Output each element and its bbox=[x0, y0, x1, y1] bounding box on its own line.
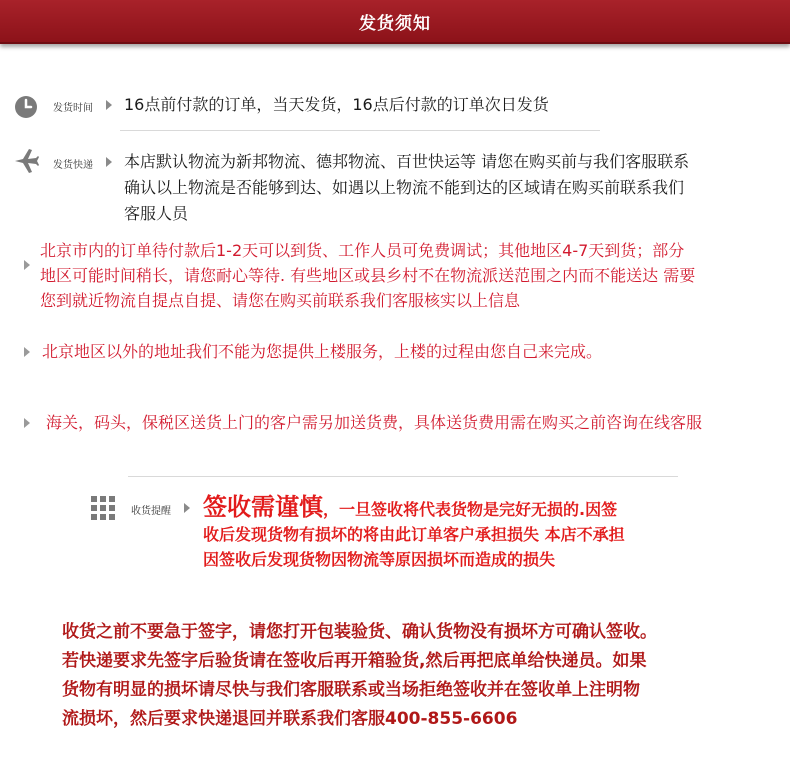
final-line-3: 货物有明显的损坏请尽快与我们客服联系或当场拒绝签收并在签收单上注明物 bbox=[62, 680, 640, 700]
divider bbox=[120, 130, 600, 131]
port-note: 海关，码头，保税区送货上门的客户需另加送货费，具体送货费用需在购买之前咨询在线客服 bbox=[46, 413, 703, 432]
upstairs-note: 北京地区以外的地址我们不能为您提供上楼服务，上楼的过程由您自己来完成。 bbox=[42, 342, 603, 361]
divider bbox=[128, 476, 678, 477]
clock-icon bbox=[13, 94, 39, 120]
express-line-3: 客服人员 bbox=[124, 204, 189, 223]
banner-title: 发货须知 bbox=[359, 14, 431, 34]
receipt-headline: 签收需谨慎 bbox=[203, 493, 323, 521]
final-notice bbox=[62, 618, 762, 734]
time-text: 16点前付款的订单，当天发货，16点后付款的订单次日发货 bbox=[124, 95, 549, 114]
time-label: 发货时间 bbox=[53, 103, 93, 114]
grid-icon bbox=[91, 496, 115, 520]
final-line-1: 收货之前不要急于签字，请您打开包装验货、确认货物没有损坏方可确认签收。 bbox=[62, 622, 657, 642]
final-line-4: 流损坏，然后要求快递退回并联系我们客服400-855-6606 bbox=[62, 709, 518, 729]
express-line-1: 本店默认物流为新邦物流、德邦物流、百世快运等 请您在购买前与我们客服联系 bbox=[124, 152, 690, 171]
arrow-icon bbox=[24, 347, 30, 357]
airplane-icon bbox=[12, 146, 40, 174]
receipt-line-1-rest: ，一旦签收将代表货物是完好无损的.因签 bbox=[323, 500, 618, 519]
final-line-2: 若快递要求先签字后验货请在签收后再开箱验货,然后再把底单给快递员。如果 bbox=[62, 651, 647, 671]
receipt-line-1 bbox=[203, 487, 617, 522]
arrow-icon bbox=[184, 503, 190, 513]
express-line-2: 确认以上物流是否能够到达、如遇以上物流不能到达的区域请在购买前联系我们 bbox=[124, 178, 685, 197]
arrow-icon bbox=[106, 157, 112, 167]
arrow-icon bbox=[24, 260, 30, 270]
receipt-line-2: 收后发现货物有损坏的将由此订单客户承担损失 本店不承担 bbox=[203, 525, 625, 544]
header-banner bbox=[0, 0, 790, 44]
arrow-icon bbox=[24, 418, 30, 428]
receipt-line-3: 因签收后发现货物因物流等原因损坏而造成的损失 bbox=[203, 550, 556, 569]
beijing-line-3: 您到就近物流自提点自提、请您在购买前联系我们客服核实以上信息 bbox=[40, 291, 521, 310]
beijing-line-1: 北京市内的订单待付款后1-2天可以到货、工作人员可免费调试；其他地区4-7天到货；部分 bbox=[40, 241, 685, 260]
receipt-label: 收货提醒 bbox=[131, 506, 171, 517]
arrow-icon bbox=[106, 100, 112, 110]
express-label: 发货快递 bbox=[53, 160, 93, 171]
beijing-line-2: 地区可能时间稍长，请您耐心等待. 有些地区或县乡村不在物流派送范围之内而不能送达 需要 bbox=[40, 266, 696, 285]
